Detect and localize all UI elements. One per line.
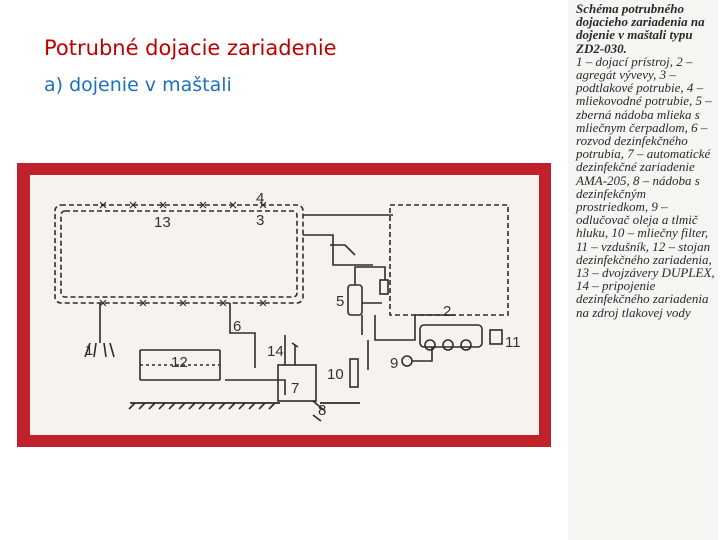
label-3: 3 (256, 212, 265, 229)
slide-title: Potrubné dojacie zariadenie (44, 36, 337, 60)
air-tank (490, 330, 502, 344)
milk-receiver (348, 285, 362, 315)
label-13: 13 (154, 214, 171, 231)
label-12: 12 (171, 354, 188, 371)
label-9: 9 (390, 355, 399, 372)
vacuum-section (390, 205, 508, 315)
diagram-caption (568, 0, 718, 540)
disinfection-lines (140, 303, 285, 395)
label-8: 8 (318, 402, 327, 419)
pipeline-loop-outer (55, 205, 303, 303)
caption-heading: Schéma potrubného dojacieho zariadenia na dojenie v maštali typu ZD2-030. (576, 1, 705, 56)
label-5: 5 (336, 293, 345, 310)
caption-legend: 1 – dojací prístroj, 2 – agregát vývevy, 3 – podtlakové potrubie, 4 – mliekovodné potrubie, 5 – zberná nádoba mlieka s mliečnym čerpadlom, 6 – rozvod dezinfekčného potrubia, 7 – automatické dezinfekčné zariadenie AMA-205, 8 – nádoba s dezinfekčným prostriedkom, 9 – odlučovač oleja a tlmič hluku, 10 – mliečny filter, 11 – vzdušník, 12 – stojan dezinfekčného zariadenia, 13 – dvojzávery DUPLEX, 14 – pripojenie dezinfekčného zariadenia na zdroj tlakovej vody (576, 53, 715, 320)
duplex-valves (100, 202, 266, 306)
label-6: 6 (233, 318, 242, 335)
milking-system-diagram (30, 175, 539, 435)
diagram-drawing (30, 175, 539, 435)
vacuum-pump (420, 325, 482, 347)
label-4: 4 (256, 190, 265, 207)
slide-subtitle: a) dojenie v maštali (44, 74, 232, 96)
label-2: 2 (443, 303, 452, 320)
oil-separator (402, 356, 412, 366)
label-1: 1 (85, 342, 94, 359)
label-14: 14 (267, 343, 284, 360)
label-11: 11 (505, 334, 521, 351)
label-7: 7 (291, 380, 300, 397)
label-10: 10 (327, 366, 344, 383)
milk-filter (350, 359, 358, 387)
